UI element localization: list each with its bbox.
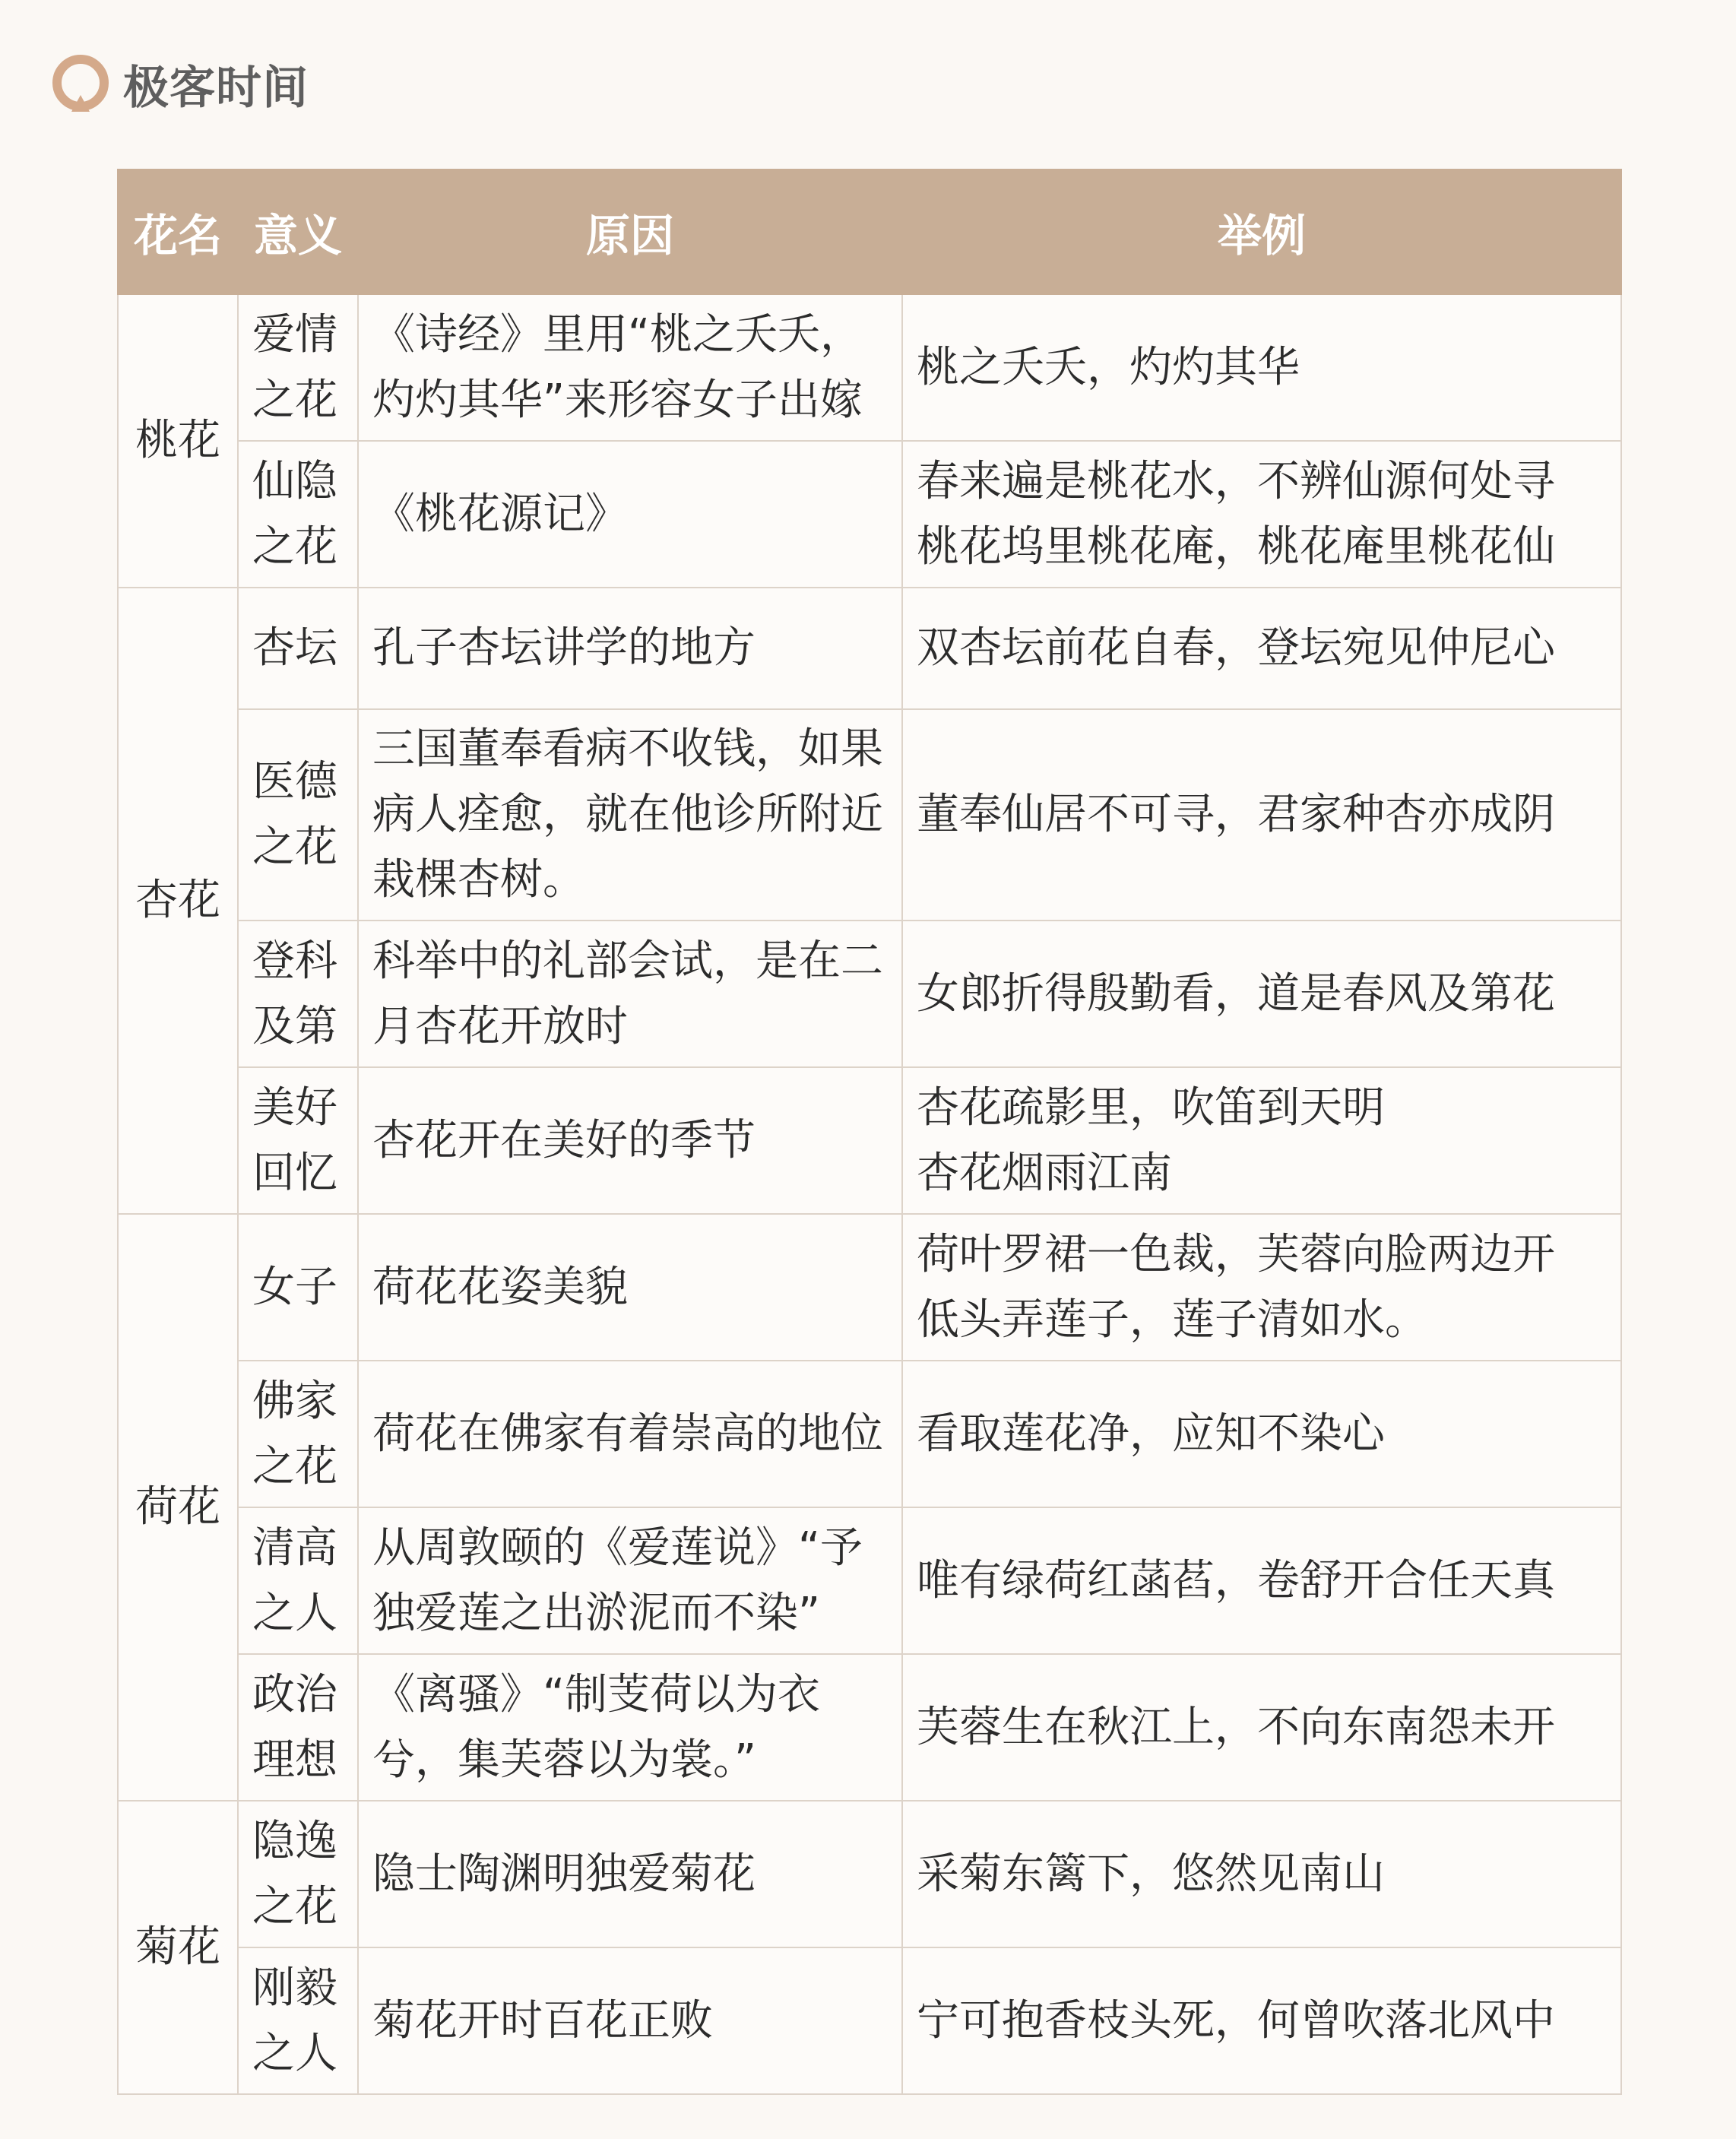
meaning-cell: 佛家之花 <box>238 1361 358 1507</box>
example-cell: 春来遍是桃花水，不辨仙源何处寻 桃花坞里桃花庵，桃花庵里桃花仙 <box>902 441 1621 588</box>
reason-cell: 科举中的礼部会试，是在二月杏花开放时 <box>358 921 902 1067</box>
flower-name-cell: 桃花 <box>118 294 238 588</box>
flower-meaning-table <box>117 169 1622 2095</box>
example-cell: 女郎折得殷勤看，道是春风及第花 <box>902 921 1621 1067</box>
example-cell: 董奉仙居不可寻，君家种杏亦成阴 <box>902 709 1621 921</box>
example-cell: 唯有绿荷红菡萏，卷舒开合任天真 <box>902 1507 1621 1654</box>
table-row <box>118 1214 1621 1361</box>
table-row <box>118 1067 1621 1214</box>
meaning-cell: 政治理想 <box>238 1654 358 1801</box>
meaning-cell: 爱情之花 <box>238 294 358 441</box>
table-row <box>118 441 1621 588</box>
reason-cell: 《桃花源记》 <box>358 441 902 588</box>
meaning-cell: 仙隐之花 <box>238 441 358 588</box>
brand-logo <box>49 52 309 117</box>
reason-cell: 孔子杏坛讲学的地方 <box>358 588 902 709</box>
meaning-cell: 清高之人 <box>238 1507 358 1654</box>
meaning-cell: 女子 <box>238 1214 358 1361</box>
meaning-cell: 医德之花 <box>238 709 358 921</box>
flower-name-cell: 菊花 <box>118 1801 238 2094</box>
reason-cell: 《诗经》里用“桃之夭夭，灼灼其华”来形容女子出嫁 <box>358 294 902 441</box>
meaning-cell: 隐逸之花 <box>238 1801 358 1947</box>
reason-cell: 杏花开在美好的季节 <box>358 1067 902 1214</box>
table-row <box>118 1507 1621 1654</box>
meaning-cell: 刚毅之人 <box>238 1947 358 2094</box>
table-row <box>118 709 1621 921</box>
header-meaning: 意义 <box>238 170 358 294</box>
brand-name: 极客时间 <box>123 62 309 115</box>
table-row <box>118 921 1621 1067</box>
reason-cell: 从周敦颐的《爱莲说》“予独爱莲之出淤泥而不染” <box>358 1507 902 1654</box>
example-cell: 桃之夭夭，灼灼其华 <box>902 294 1621 441</box>
header-flower: 花名 <box>118 170 238 294</box>
reason-cell: 三国董奉看病不收钱，如果病人痊愈，就在他诊所附近栽棵杏树。 <box>358 709 902 921</box>
example-cell: 荷叶罗裙一色裁，芙蓉向脸两边开 低头弄莲子，莲子清如水。 <box>902 1214 1621 1361</box>
flower-name-cell: 荷花 <box>118 1214 238 1801</box>
geektime-logo-icon <box>49 52 112 116</box>
example-cell: 芙蓉生在秋江上，不向东南怨未开 <box>902 1654 1621 1801</box>
reason-cell: 荷花在佛家有着崇高的地位 <box>358 1361 902 1507</box>
example-cell: 双杏坛前花自春，登坛宛见仲尼心 <box>902 588 1621 709</box>
example-cell: 采菊东篱下，悠然见南山 <box>902 1801 1621 1947</box>
reason-cell: 《离骚》“制芰荷以为衣兮，集芙蓉以为裳。” <box>358 1654 902 1801</box>
example-cell: 杏花疏影里，吹笛到天明 杏花烟雨江南 <box>902 1067 1621 1214</box>
reason-cell: 隐士陶渊明独爱菊花 <box>358 1801 902 1947</box>
meaning-cell: 登科及第 <box>238 921 358 1067</box>
reason-cell: 荷花花姿美貌 <box>358 1214 902 1361</box>
table-header-row <box>118 170 1621 294</box>
table-row <box>118 1801 1621 1947</box>
table-row <box>118 294 1621 441</box>
table-row <box>118 588 1621 709</box>
reason-cell: 菊花开时百花正败 <box>358 1947 902 2094</box>
example-cell: 宁可抱香枝头死，何曾吹落北风中 <box>902 1947 1621 2094</box>
table-row <box>118 1361 1621 1507</box>
table-row <box>118 1947 1621 2094</box>
table-row <box>118 1654 1621 1801</box>
meaning-cell: 杏坛 <box>238 588 358 709</box>
flower-name-cell: 杏花 <box>118 588 238 1214</box>
example-cell: 看取莲花净，应知不染心 <box>902 1361 1621 1507</box>
header-example: 举例 <box>902 170 1621 294</box>
meaning-cell: 美好回忆 <box>238 1067 358 1214</box>
header-reason: 原因 <box>358 170 902 294</box>
